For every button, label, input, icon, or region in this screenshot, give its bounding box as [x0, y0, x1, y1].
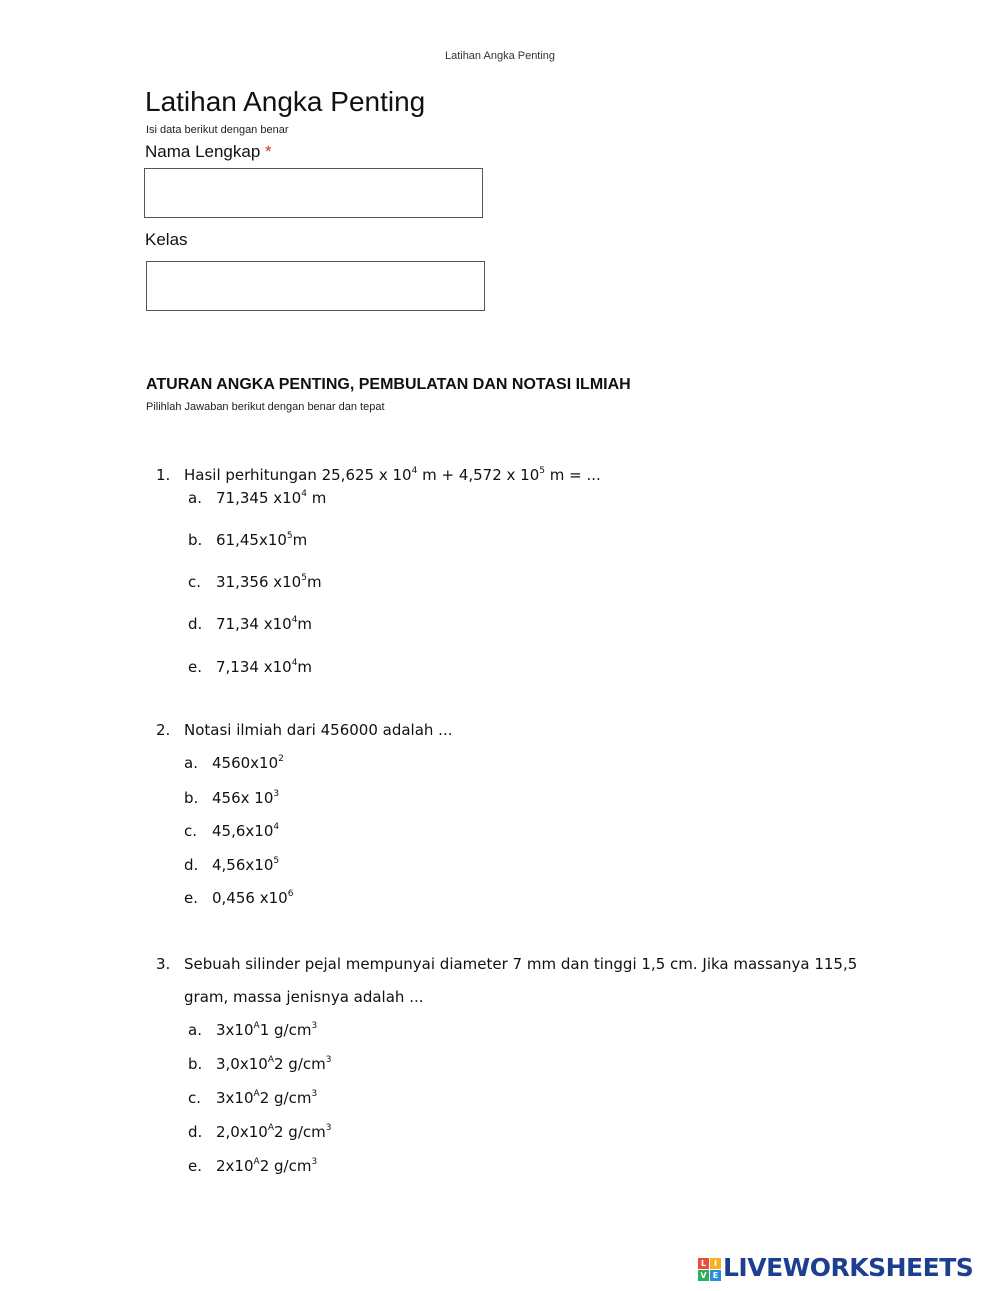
question-number: 1.: [156, 466, 171, 484]
exponent: 2: [278, 754, 284, 764]
question-text: Notasi ilmiah dari 456000 adalah ...: [184, 721, 453, 739]
option-letter: b.: [188, 531, 203, 549]
answer-option[interactable]: [188, 573, 322, 591]
option-unit: 2 g/cm: [259, 1089, 312, 1107]
option-text: 456x 10: [212, 789, 274, 807]
name-field[interactable]: [144, 168, 483, 218]
option-unit: m: [297, 615, 313, 633]
option-letter: c.: [188, 573, 202, 591]
exponent: 5: [301, 573, 307, 583]
option-unit: m: [306, 573, 322, 591]
running-header: Latihan Angka Penting: [444, 50, 556, 62]
answer-option[interactable]: [184, 822, 279, 840]
question-3-continued: gram, massa jenisnya adalah ...: [184, 988, 424, 1006]
option-letter: b.: [188, 1055, 203, 1073]
option-text: 31,356 x10: [216, 573, 302, 591]
exponent: 3: [311, 1021, 318, 1031]
question-2: [156, 721, 453, 739]
option-text: 3x10: [216, 1021, 254, 1039]
question-1: [156, 466, 601, 484]
option-unit: m: [306, 489, 327, 507]
option-unit: 2 g/cm: [259, 1157, 312, 1175]
section-heading: ATURAN ANGKA PENTING, PEMBULATAN DAN NOTASI ILMIAH: [146, 376, 631, 393]
exponent: 5: [286, 531, 293, 541]
option-text: 3,0x10: [216, 1055, 268, 1073]
option-unit: 2 g/cm: [274, 1055, 326, 1073]
liveworksheets-logo-text: LIVEWORKSHEETS: [723, 1253, 974, 1282]
class-field[interactable]: [146, 261, 485, 311]
form-subtitle: Isi data berikut dengan benar: [146, 124, 289, 136]
option-letter: e.: [184, 889, 198, 907]
option-letter: a.: [184, 754, 198, 772]
option-unit: 2 g/cm: [274, 1123, 326, 1141]
name-input[interactable]: [145, 169, 482, 217]
liveworksheets-logo-icon: [698, 1258, 721, 1281]
option-text: 45,6x10: [212, 822, 274, 840]
answer-option[interactable]: [188, 615, 312, 633]
option-unit: m: [292, 531, 308, 549]
answer-option[interactable]: [184, 789, 279, 807]
option-text: 3x10: [216, 1089, 254, 1107]
exponent: 5: [273, 856, 280, 866]
exponent: 3: [325, 1123, 332, 1133]
question-text: Sebuah silinder pejal mempunyai diameter 7 mm dan tinggi 1,5 cm. Jika massanya 115,5: [184, 955, 858, 973]
required-asterisk: *: [265, 142, 272, 161]
exponent: 4: [411, 466, 418, 476]
option-text: 0,456 x10: [212, 889, 288, 907]
exponent: 4: [291, 658, 298, 668]
exponent: 6: [287, 889, 294, 899]
option-letter: d.: [184, 856, 199, 874]
option-letter: d.: [188, 1123, 203, 1141]
option-letter: b.: [184, 789, 199, 807]
answer-option[interactable]: [184, 889, 293, 907]
answer-option[interactable]: [188, 658, 312, 676]
logo-tile: I: [710, 1258, 721, 1269]
option-letter: e.: [188, 658, 202, 676]
name-label: [145, 142, 272, 162]
name-label-text: Nama Lengkap: [145, 142, 261, 161]
answer-option[interactable]: [188, 1157, 317, 1175]
section-instruction: Pilihlah Jawaban berikut dengan benar dan tepat: [146, 401, 385, 413]
logo-tile: E: [710, 1270, 721, 1281]
caret-superscript: A: [253, 1021, 260, 1031]
option-text: 4,56x10: [212, 856, 274, 874]
question-number: 2.: [156, 721, 171, 739]
exponent: 3: [311, 1157, 318, 1167]
exponent: 4: [291, 615, 298, 625]
option-letter: c.: [188, 1089, 202, 1107]
answer-option[interactable]: [184, 754, 284, 772]
logo-tile: V: [698, 1270, 709, 1281]
answer-option[interactable]: [184, 856, 279, 874]
answer-option[interactable]: [188, 1089, 317, 1107]
option-letter: a.: [188, 1021, 202, 1039]
exponent: 3: [273, 789, 280, 799]
caret-superscript: A: [253, 1157, 260, 1167]
question-number: 3.: [156, 955, 171, 973]
form-title: Latihan Angka Penting: [145, 86, 426, 117]
option-text: 61,45x10: [216, 531, 287, 549]
logo-tile: L: [698, 1258, 709, 1269]
caret-superscript: A: [253, 1089, 260, 1099]
exponent: 3: [311, 1089, 318, 1099]
caret-superscript: A: [267, 1055, 274, 1065]
option-letter: d.: [188, 615, 203, 633]
question-3: [156, 955, 857, 973]
option-unit: m: [297, 658, 313, 676]
class-label: Kelas: [145, 230, 188, 249]
option-letter: a.: [188, 489, 202, 507]
answer-option[interactable]: [188, 531, 307, 549]
option-text: 71,34 x10: [216, 615, 292, 633]
answer-option[interactable]: [188, 489, 326, 507]
question-text-end: m = ...: [545, 466, 601, 484]
option-text: 2,0x10: [216, 1123, 268, 1141]
class-input[interactable]: [147, 262, 484, 310]
exponent: 4: [301, 489, 307, 499]
answer-option[interactable]: [188, 1055, 331, 1073]
exponent: 3: [325, 1055, 332, 1065]
answer-option[interactable]: [188, 1021, 317, 1039]
option-text: 2x10: [216, 1157, 254, 1175]
option-text: 7,134 x10: [216, 658, 292, 676]
option-unit: 1 g/cm: [259, 1021, 312, 1039]
option-letter: e.: [188, 1157, 202, 1175]
caret-superscript: A: [267, 1123, 274, 1133]
exponent: 5: [539, 466, 545, 476]
question-text-mid: m + 4,572 x 10: [417, 466, 540, 484]
option-letter: c.: [184, 822, 198, 840]
answer-option[interactable]: [188, 1123, 331, 1141]
option-text: 71,345 x10: [216, 489, 302, 507]
option-text: 4560x10: [212, 754, 279, 772]
exponent: 4: [273, 822, 280, 832]
question-text: Hasil perhitungan 25,625 x 10: [184, 466, 412, 484]
